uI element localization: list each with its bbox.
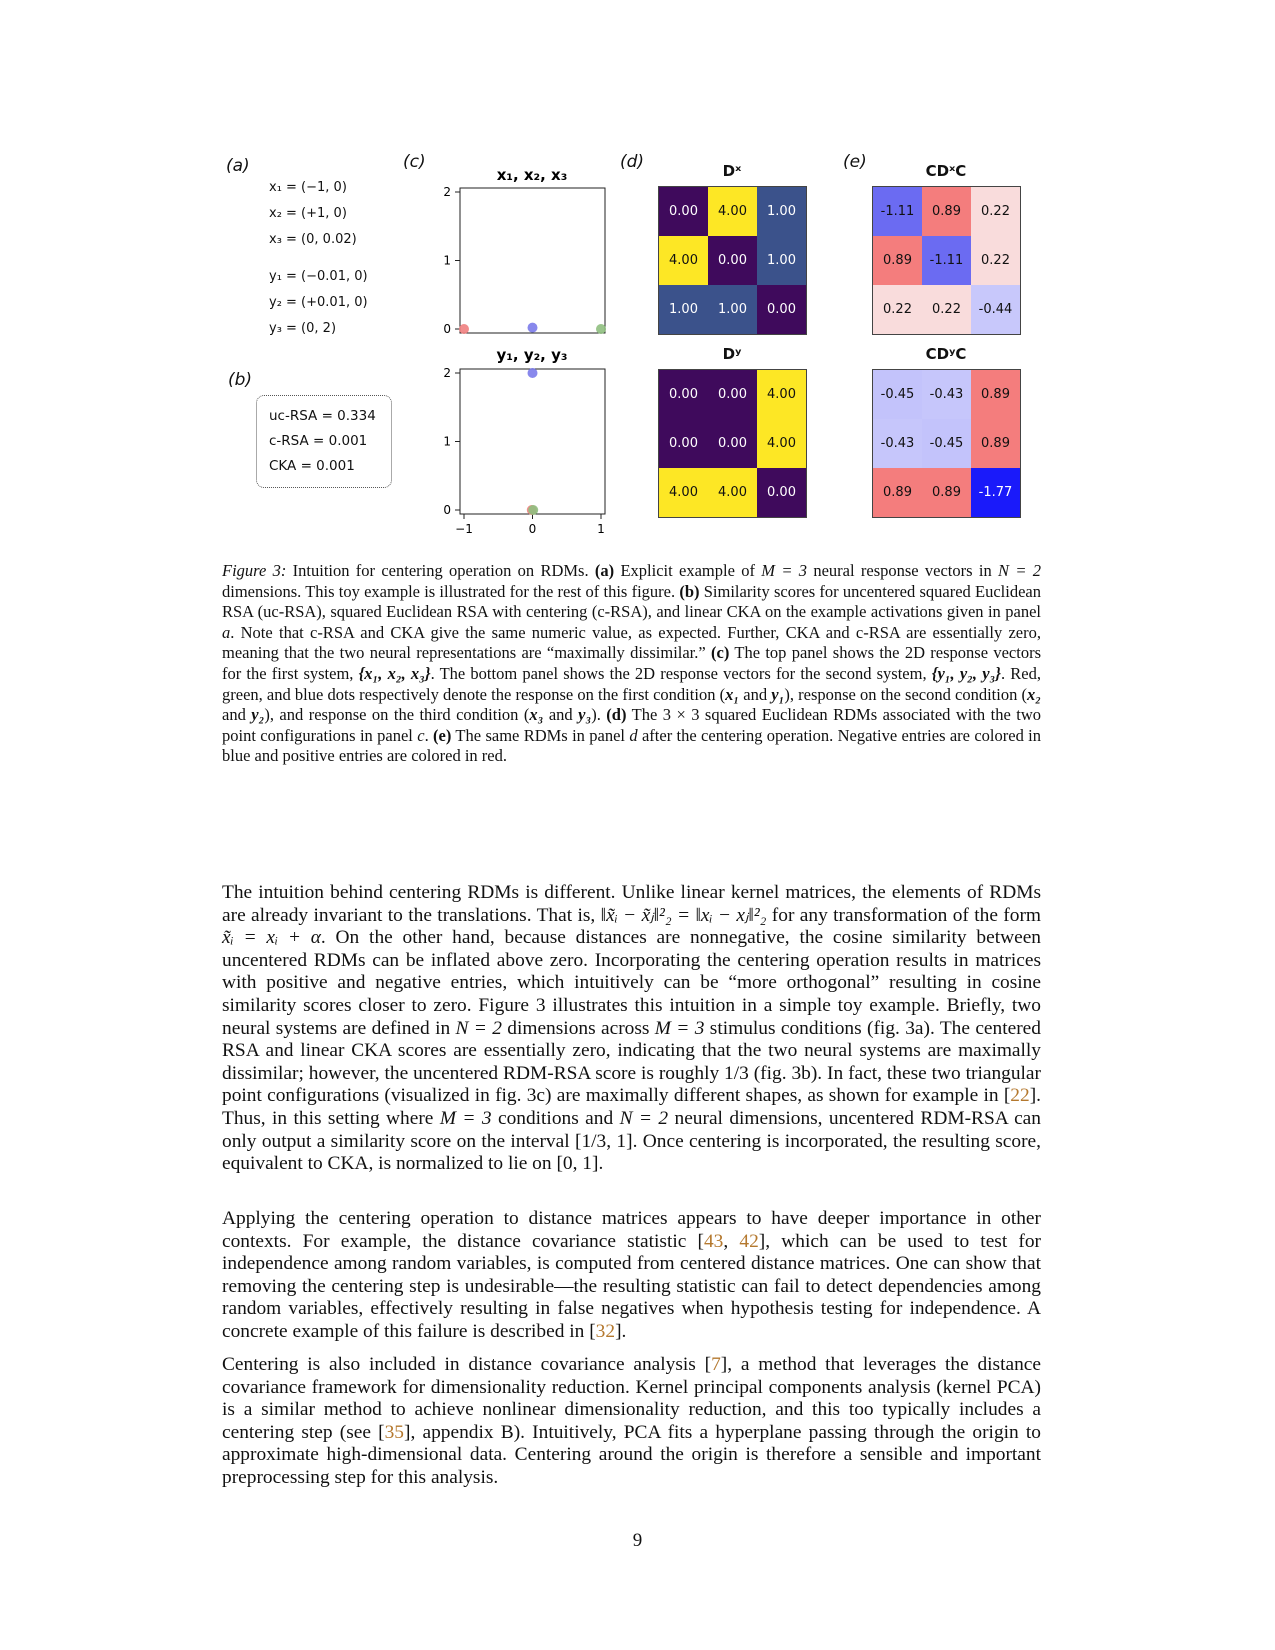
caption-text: and (739, 684, 772, 704)
caption-text: . Red, green, and blue dots respectively denote the response on the first condition ( (222, 663, 1041, 704)
heatmap-cell: 0.00 (757, 468, 806, 517)
scatter-top-frame (460, 188, 605, 333)
panel-b-label: (b) (228, 370, 253, 390)
scatter-bottom-y-ticks (443, 366, 460, 517)
heatmap-cell: 4.00 (659, 468, 708, 517)
panel-a-y-vectors (269, 264, 368, 342)
score-box (256, 395, 392, 488)
scatter-top-y-ticks (443, 185, 460, 336)
caption-math: x₃ (529, 705, 544, 725)
panel-e-label: (e) (843, 152, 867, 172)
vector-y2: y₂ = (+0.01, 0) (269, 295, 368, 310)
heatmap-cell: 0.00 (708, 419, 757, 468)
vector-y3: y₃ = (0, 2) (269, 321, 337, 336)
heatmap-cell: 0.00 (659, 370, 708, 419)
heatmap-cell: 1.00 (659, 285, 708, 334)
caption-text: The (626, 705, 663, 725)
citation-link-7[interactable]: 7 (711, 1354, 721, 1375)
x-tick-label: 0 (528, 522, 537, 536)
y-tick-label: 1 (443, 434, 451, 449)
caption-math: c (417, 725, 425, 745)
heatmap-cell: 0.89 (971, 370, 1020, 419)
scatter-point (528, 368, 538, 378)
paragraph-text: Applying the centering operation to distance matrices appears to have deeper importance in other contexts. For example, the distance covariance statistic [ (222, 1208, 1041, 1252)
scatter-point (459, 324, 469, 334)
caption-text: The top panel shows the 2D response vectors for the first system, (222, 643, 1041, 683)
heatmap-cell: 0.22 (971, 236, 1020, 285)
paragraph-text: (fig. 3b). In fact, these two triangular point configurations (visualized in fig. 3c) are maximally different shapes, as shown for example in [ (222, 1062, 1041, 1107)
caption-text: ), response on the second condition ( (784, 684, 1027, 704)
paragraph-text: ], appendix B). Intuitively, PCA fits a hyperplane passing through the origin to approximate high-dimensional data. Centering around the origin is therefore a sensible and important preprocessing step for this analysis. (222, 1421, 1041, 1488)
citation-link-22[interactable]: 22 (1010, 1085, 1030, 1107)
paragraph-text: . (598, 1153, 604, 1175)
caption-math: 3 × 3 (662, 705, 700, 725)
paragraph-text: neural dimensions, uncentered RDM-RSA can only output a similarity score on the interval (222, 1107, 1041, 1152)
caption-text: and (543, 705, 579, 725)
scatter-plots (420, 160, 620, 540)
citation-link-43[interactable]: 43 (703, 1230, 724, 1252)
paragraph-text: dimensions across (501, 1017, 655, 1039)
figure-caption (222, 561, 1041, 767)
inline-math: N = 2 (455, 1017, 502, 1039)
paragraph-3 (222, 1354, 1041, 1490)
heatmap-cell: -0.45 (873, 370, 922, 419)
heatmap-cell: -0.43 (922, 370, 971, 419)
heatmap-cell: 0.89 (971, 419, 1020, 468)
caption-text: Explicit example of (614, 561, 762, 580)
heatmap-dx-title: Dˣ (722, 162, 742, 180)
paragraph-text: ], a method that leverages the distance covariance framework for dimensionality reduction. Kernel principal components analysis (kernel PCA) is a similar method to achieve nonlinear dimensionality reduction, and this too typically includes a centering step (see [ (222, 1354, 1042, 1443)
heatmap-cell: -0.44 (971, 285, 1020, 334)
heatmap-cell: 0.89 (873, 468, 922, 517)
caption-text: after the centering operation. Negative entries are colored in blue and positive entries are colored in red. (222, 725, 1042, 766)
caption-text: ), and response on the third condition ( (264, 705, 530, 725)
x-tick-label: 1 (597, 522, 605, 536)
citation-link-32[interactable]: 32 (595, 1320, 616, 1342)
score-uc-rsa: uc-RSA = 0.334 (269, 408, 376, 424)
heatmap-cell: -1.11 (922, 236, 971, 285)
caption-math: y₁ (771, 684, 785, 704)
caption-math: x₁ (725, 684, 740, 704)
paragraph-2 (222, 1208, 1041, 1344)
heatmap-cell: 0.89 (922, 468, 971, 517)
x-tick-label: −1 (455, 522, 473, 536)
heatmap-cell: 1.00 (757, 187, 806, 236)
caption-math: x₂ (1027, 684, 1042, 704)
caption-math: M = 3 (761, 561, 808, 580)
heatmap-dy-title: Dʸ (722, 345, 742, 363)
inline-math: M = 3 (439, 1107, 492, 1129)
caption-label: Figure 3: (222, 561, 287, 580)
heatmap-cell: 0.89 (922, 187, 971, 236)
caption-text: . (424, 725, 434, 745)
caption-math: a (222, 622, 231, 642)
paragraph-text: . On the other hand, because distances are nonnegative, the cosine similarity between uncentered RDMs can be inflated above zero. Incorporating the centering operation results in matrices with positive and negative entries, which intuitively can be “more orthogonal” resulting in cosine similarity scores closer to zero. Figure 3 illustrates this intuition in a simple toy example. Briefly, two neural systems are defined in (222, 927, 1041, 1039)
inline-math: [1/3, 1] (574, 1130, 633, 1152)
caption-bold-e: (e) (433, 725, 452, 745)
heatmap-dy (658, 369, 807, 518)
vector-x2: x₂ = (+1, 0) (269, 206, 347, 221)
panel-c-label: (c) (403, 152, 426, 172)
caption-bold-c: (c) (711, 643, 730, 663)
heatmap-cdyc-title: CDʸC (925, 345, 967, 363)
heatmap-cell: 4.00 (708, 468, 757, 517)
paragraph-text: . Once centering is incorporated, the resulting score, equivalent to CKA, is normalized to lie on (222, 1130, 1041, 1175)
y-tick-label: 1 (443, 253, 451, 268)
score-cka: CKA = 0.001 (269, 458, 355, 474)
inline-math: ‖x̃ᵢ − x̃ⱼ‖²₂ = ‖xᵢ − xⱼ‖²₂ (600, 904, 767, 926)
vector-x3: x₃ = (0, 0.02) (269, 232, 357, 247)
caption-text: Similarity scores for uncentered squared Euclidean RSA (uc-RSA), squared Euclidean RSA with centering (c-RSA), and linear CKA on the example activations given in panel (222, 581, 1041, 622)
caption-text: . The bottom panel shows the 2D response vectors for the second system, (430, 663, 932, 683)
caption-math: y₂ (251, 705, 265, 725)
panel-a-x-vectors (269, 175, 357, 253)
caption-text: squared Euclidean RDMs associated with the two point configurations in panel (222, 705, 1042, 745)
scatter-bottom-x-ticks (455, 514, 605, 536)
caption-text: ). (591, 705, 607, 725)
caption-bold-a: (a) (594, 561, 615, 580)
caption-bold-b: (b) (679, 581, 700, 601)
heatmap-cell: 1.00 (757, 236, 806, 285)
caption-text: dimensions. This toy example is illustrated for the rest of this figure. (222, 581, 680, 601)
heatmap-cell: 0.22 (873, 285, 922, 334)
heatmap-cdyc (872, 369, 1021, 518)
scatter-top-points (459, 323, 606, 334)
vector-y1: y₁ = (−0.01, 0) (269, 269, 368, 284)
heatmap-dx (658, 186, 807, 335)
paragraph-text: , (723, 1230, 740, 1252)
heatmap-cell: 0.89 (873, 236, 922, 285)
caption-math: d (629, 725, 638, 745)
paragraph-text: for any transformation of the form (766, 904, 1041, 926)
y-tick-label: 0 (443, 503, 451, 517)
caption-text: . Note that c-RSA and CKA give the same numeric value, as expected. Further, CKA and c-RSA are essentially zero, meaning that the two neural representations are “maximally dissimilar.” (222, 622, 1041, 663)
heatmap-cell: -0.45 (922, 419, 971, 468)
paragraph-text: stimulus conditions (fig. 3a). The centered RSA and linear CKA scores are essentially zero, indicating that the two neural systems are maximally dissimilar; however, the uncentered RDM-RSA score is roughly (222, 1017, 1041, 1084)
heatmap-cell: 0.00 (757, 285, 806, 334)
heatmap-cell: 4.00 (659, 236, 708, 285)
scatter-point (528, 505, 538, 515)
scatter-point (528, 323, 538, 333)
y-tick-label: 2 (443, 185, 451, 199)
y-tick-label: 0 (443, 322, 451, 336)
inline-math: M = 3 (654, 1017, 705, 1039)
panel-d-label: (d) (620, 152, 645, 172)
heatmap-cell: -1.11 (873, 187, 922, 236)
caption-math: {x₁, x₂, x₃} (358, 663, 431, 683)
scatter-point (596, 324, 606, 334)
caption-bold-d: (d) (606, 705, 627, 725)
heatmap-cell: 0.00 (708, 236, 757, 285)
panel-a-label: (a) (226, 156, 250, 176)
citation-link-35[interactable]: 35 (384, 1421, 404, 1443)
heatmap-cell: 4.00 (757, 370, 806, 419)
vector-x1: x₁ = (−1, 0) (269, 180, 347, 195)
heatmap-cell: -0.43 (873, 419, 922, 468)
heatmap-cell: 4.00 (708, 187, 757, 236)
paragraph-1 (222, 882, 1041, 1176)
paragraph-text: The intuition behind centering RDMs is different. Unlike linear kernel matrices, the elements of RDMs are already invariant to the translations. That is, (222, 882, 1041, 926)
inline-math: [0, 1] (556, 1153, 599, 1175)
inline-math: N = 2 (619, 1107, 669, 1129)
heatmap-cell: 0.00 (708, 370, 757, 419)
caption-text: neural response vectors in (807, 561, 999, 580)
caption-text: The same RDMs in panel (451, 725, 630, 745)
heatmap-cell: 1.00 (708, 285, 757, 334)
heatmap-cdxc (872, 186, 1021, 335)
heatmap-cell: 0.22 (922, 285, 971, 334)
heatmap-cell: 0.22 (971, 187, 1020, 236)
paragraph-text: conditions and (491, 1107, 620, 1129)
paragraph-text: ]. Thus, in this setting where (222, 1085, 1041, 1129)
caption-text: Intuition for centering operation on RDMs. (286, 561, 595, 580)
paragraph-text: Centering is also included in distance covariance analysis [ (222, 1354, 712, 1375)
heatmap-cell: 4.00 (757, 419, 806, 468)
paragraph-text: ]. (615, 1320, 627, 1342)
citation-link-42[interactable]: 42 (739, 1230, 759, 1252)
score-c-rsa: c-RSA = 0.001 (269, 433, 368, 449)
scatter-bottom-frame (460, 369, 605, 514)
heatmap-cell: 0.00 (659, 187, 708, 236)
scatter-bottom-title: y₁, y₂, y₃ (496, 346, 568, 364)
heatmap-cell: 0.00 (659, 419, 708, 468)
inline-math: 1/3 (724, 1062, 749, 1084)
caption-math: {y₁, y₂, y₃} (931, 663, 1002, 683)
y-tick-label: 2 (443, 366, 451, 380)
inline-math: x̃ᵢ = xᵢ + α (222, 927, 321, 949)
caption-math: N = 2 (998, 561, 1042, 580)
page-number: 9 (632, 1530, 643, 1551)
scatter-top-title: x₁, x₂, x₃ (496, 166, 568, 184)
scatter-bottom-points (527, 368, 538, 515)
heatmap-cell: -1.77 (971, 468, 1020, 517)
paragraph-text: ], which can be used to test for independence among random variables, is computed from centered distance matrices. One can show that removing the centering step is undesirable—the resulting statistic can fail to detect dependencies among random variables, effectively resulting in false negatives when hypothesis testing for independence. A concrete example of this failure is described in [ (222, 1230, 1042, 1342)
caption-math: y₃ (578, 705, 592, 725)
caption-text: and (222, 705, 252, 725)
heatmap-cdxc-title: CDˣC (925, 162, 967, 180)
